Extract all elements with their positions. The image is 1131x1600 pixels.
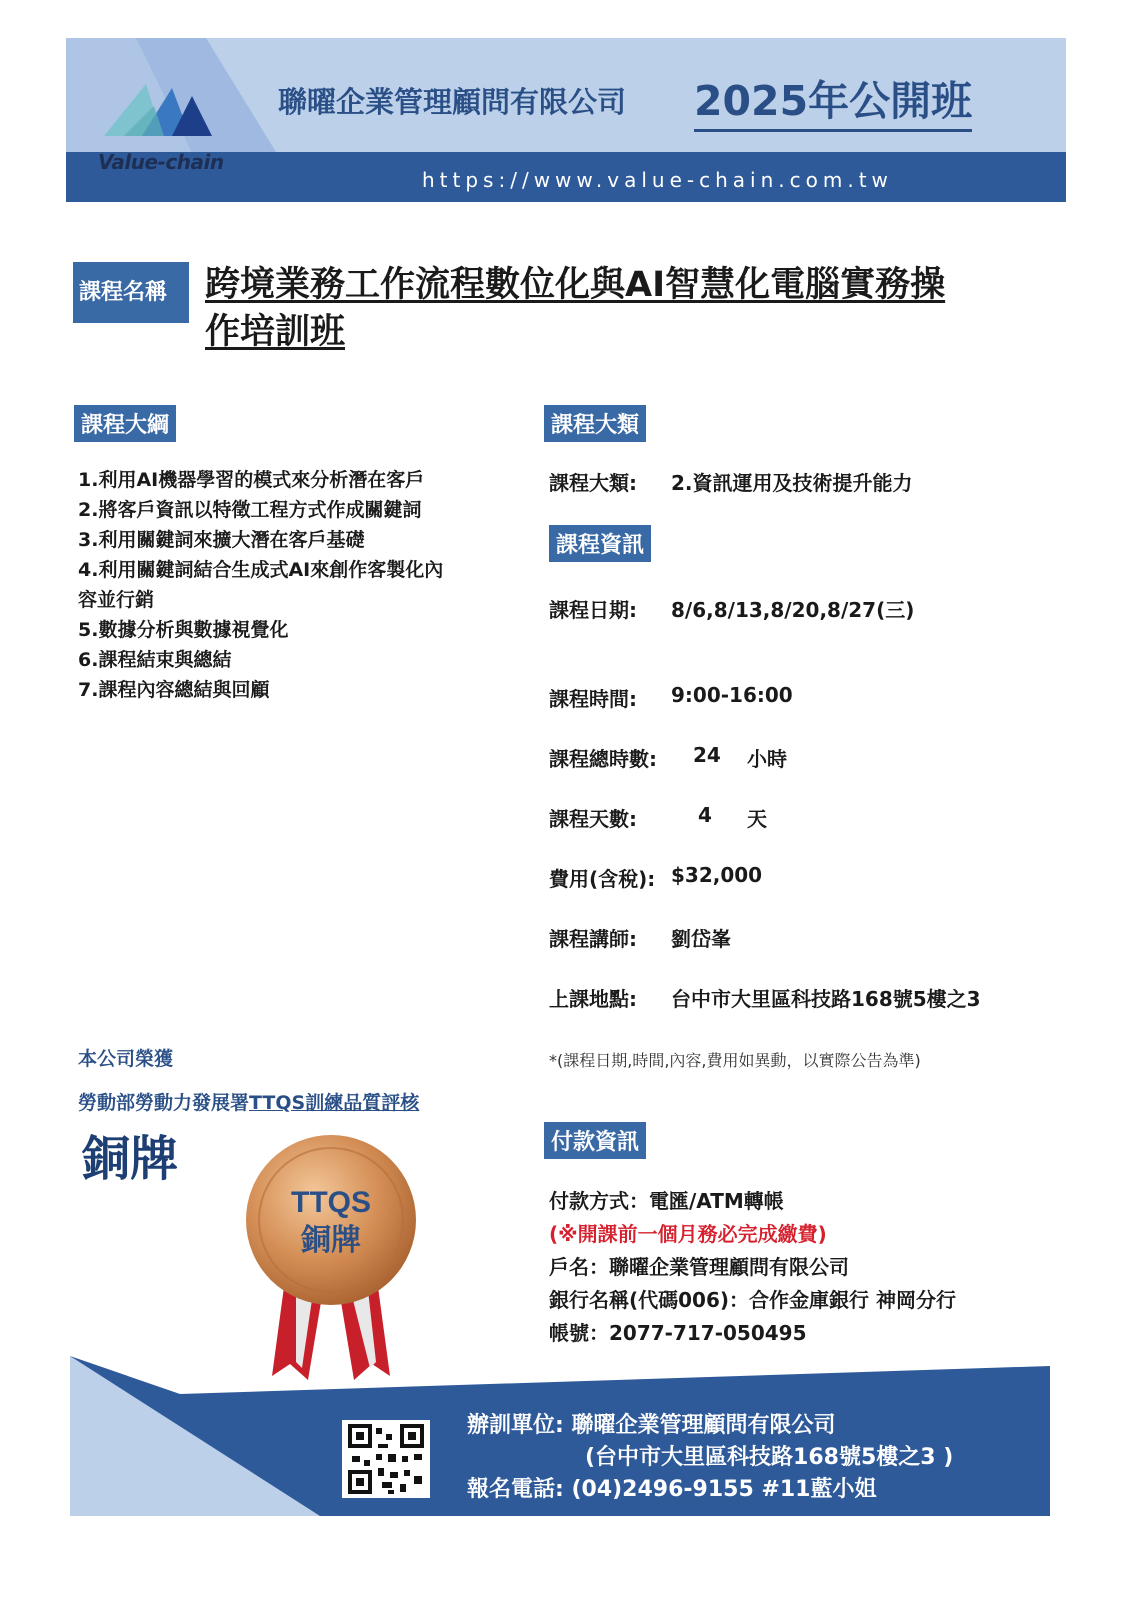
date-key: 課程日期: bbox=[549, 598, 637, 622]
list-item: 7.課程內容總結與回顧 bbox=[78, 679, 270, 701]
location-row bbox=[549, 983, 981, 1012]
organizer-line: 辦訓單位: 聯曜企業管理顧問有限公司 bbox=[467, 1413, 836, 1438]
payment-label: 付款資訊 bbox=[544, 1122, 646, 1159]
list-item: 5.數據分析與數據視覺化 bbox=[78, 619, 289, 641]
course-title bbox=[205, 262, 1025, 356]
registration-phone[interactable]: 報名電話: (04)2496-9155 #11藍小姐 bbox=[467, 1477, 877, 1502]
list-item: 1.利用AI機器學習的模式來分析潛在客戶 bbox=[78, 469, 425, 491]
teacher-row bbox=[549, 923, 731, 952]
medal-text-bronze: 銅牌 bbox=[301, 1223, 361, 1258]
list-item: 3.利用關鍵詞來擴大潛在客戶基礎 bbox=[78, 529, 365, 551]
category-label: 課程大類 bbox=[544, 405, 646, 442]
course-name-label: 課程名稱 bbox=[73, 262, 189, 323]
header-banner bbox=[66, 38, 1066, 202]
course-title-line2: 作培訓班 bbox=[205, 312, 346, 352]
qr-code-icon[interactable] bbox=[342, 1420, 430, 1498]
honor-line2-ttqs: TTQS訓練品質評核 bbox=[249, 1092, 420, 1114]
time-key: 課程時間: bbox=[549, 687, 637, 711]
list-item: 2.將客戶資訊以特徵工程方式作成關鍵詞 bbox=[78, 499, 422, 521]
category-row bbox=[549, 467, 913, 496]
course-title-line1: 跨境業務工作流程數位化與AI智慧化電腦實務操 bbox=[205, 265, 946, 305]
award-title: 銅牌 bbox=[82, 1131, 179, 1187]
footer-contact bbox=[467, 1410, 953, 1506]
category-value: 2.資訊運用及技術提升能力 bbox=[671, 471, 913, 495]
disclaimer-note: *(課程日期,時間,內容,費用如異動，以實際公告為準) bbox=[549, 1051, 921, 1070]
outline-list bbox=[78, 465, 518, 705]
hours-value: 24 bbox=[693, 743, 721, 767]
website-url[interactable]: https://www.value-chain.com.tw bbox=[422, 168, 893, 192]
teacher-value: 劉岱峯 bbox=[671, 927, 731, 951]
teacher-key: 課程講師: bbox=[549, 927, 637, 951]
days-row bbox=[549, 803, 767, 832]
outline-label: 課程大綱 bbox=[74, 405, 176, 442]
hours-unit: 小時 bbox=[747, 747, 787, 771]
info-label: 課程資訊 bbox=[549, 525, 651, 562]
days-value: 4 bbox=[698, 803, 712, 827]
payment-warning: (※開課前一個月務必完成繳費) bbox=[549, 1222, 827, 1246]
footer-banner bbox=[70, 1356, 1050, 1516]
bank-name: 銀行名稱(代碼006)：合作金庫銀行 神岡分行 bbox=[549, 1288, 956, 1312]
days-unit: 天 bbox=[747, 807, 767, 831]
location-value: 台中市大里區科技路168號5樓之3 bbox=[671, 987, 981, 1011]
list-item: 6.課程結束與總結 bbox=[78, 649, 232, 671]
time-value: 9:00-16:00 bbox=[671, 683, 793, 707]
bronze-medal-icon bbox=[238, 1132, 424, 1382]
account-name: 戶名：聯曜企業管理顧問有限公司 bbox=[549, 1255, 849, 1279]
honor-line2 bbox=[78, 1088, 419, 1115]
company-name: 聯曜企業管理顧問有限公司 bbox=[278, 85, 627, 119]
time-row bbox=[549, 683, 793, 712]
fee-row bbox=[549, 863, 763, 892]
logo-text: Value-chain bbox=[98, 150, 224, 174]
date-row bbox=[549, 594, 915, 623]
organizer-address: (台中市大里區科技路168號5樓之3 ) bbox=[585, 1445, 954, 1470]
honor-line1: 本公司榮獲 bbox=[78, 1048, 174, 1070]
medal-text-ttqs: TTQS bbox=[291, 1186, 371, 1219]
fee-key: 費用(含稅): bbox=[549, 867, 656, 891]
fee-value: $32,000 bbox=[671, 863, 763, 887]
account-number: 帳號：2077-717-050495 bbox=[549, 1321, 807, 1345]
category-key: 課程大類: bbox=[549, 471, 637, 495]
logo-icon bbox=[94, 78, 224, 148]
location-key: 上課地點: bbox=[549, 987, 637, 1011]
date-value: 8/6,8/13,8/20,8/27(三) bbox=[671, 598, 915, 622]
hours-key: 課程總時數: bbox=[549, 747, 657, 771]
payment-info bbox=[549, 1185, 956, 1350]
page-title: 2025年公開班 bbox=[694, 68, 972, 132]
days-key: 課程天數: bbox=[549, 807, 637, 831]
payment-method: 付款方式：電匯/ATM轉帳 bbox=[549, 1189, 784, 1213]
list-item: 容並行銷 bbox=[78, 589, 155, 611]
honor-line2-prefix: 勞動部勞動力發展署 bbox=[78, 1092, 250, 1114]
list-item: 4.利用關鍵詞結合生成式AI來創作客製化內 bbox=[78, 559, 444, 581]
hours-row bbox=[549, 743, 787, 772]
